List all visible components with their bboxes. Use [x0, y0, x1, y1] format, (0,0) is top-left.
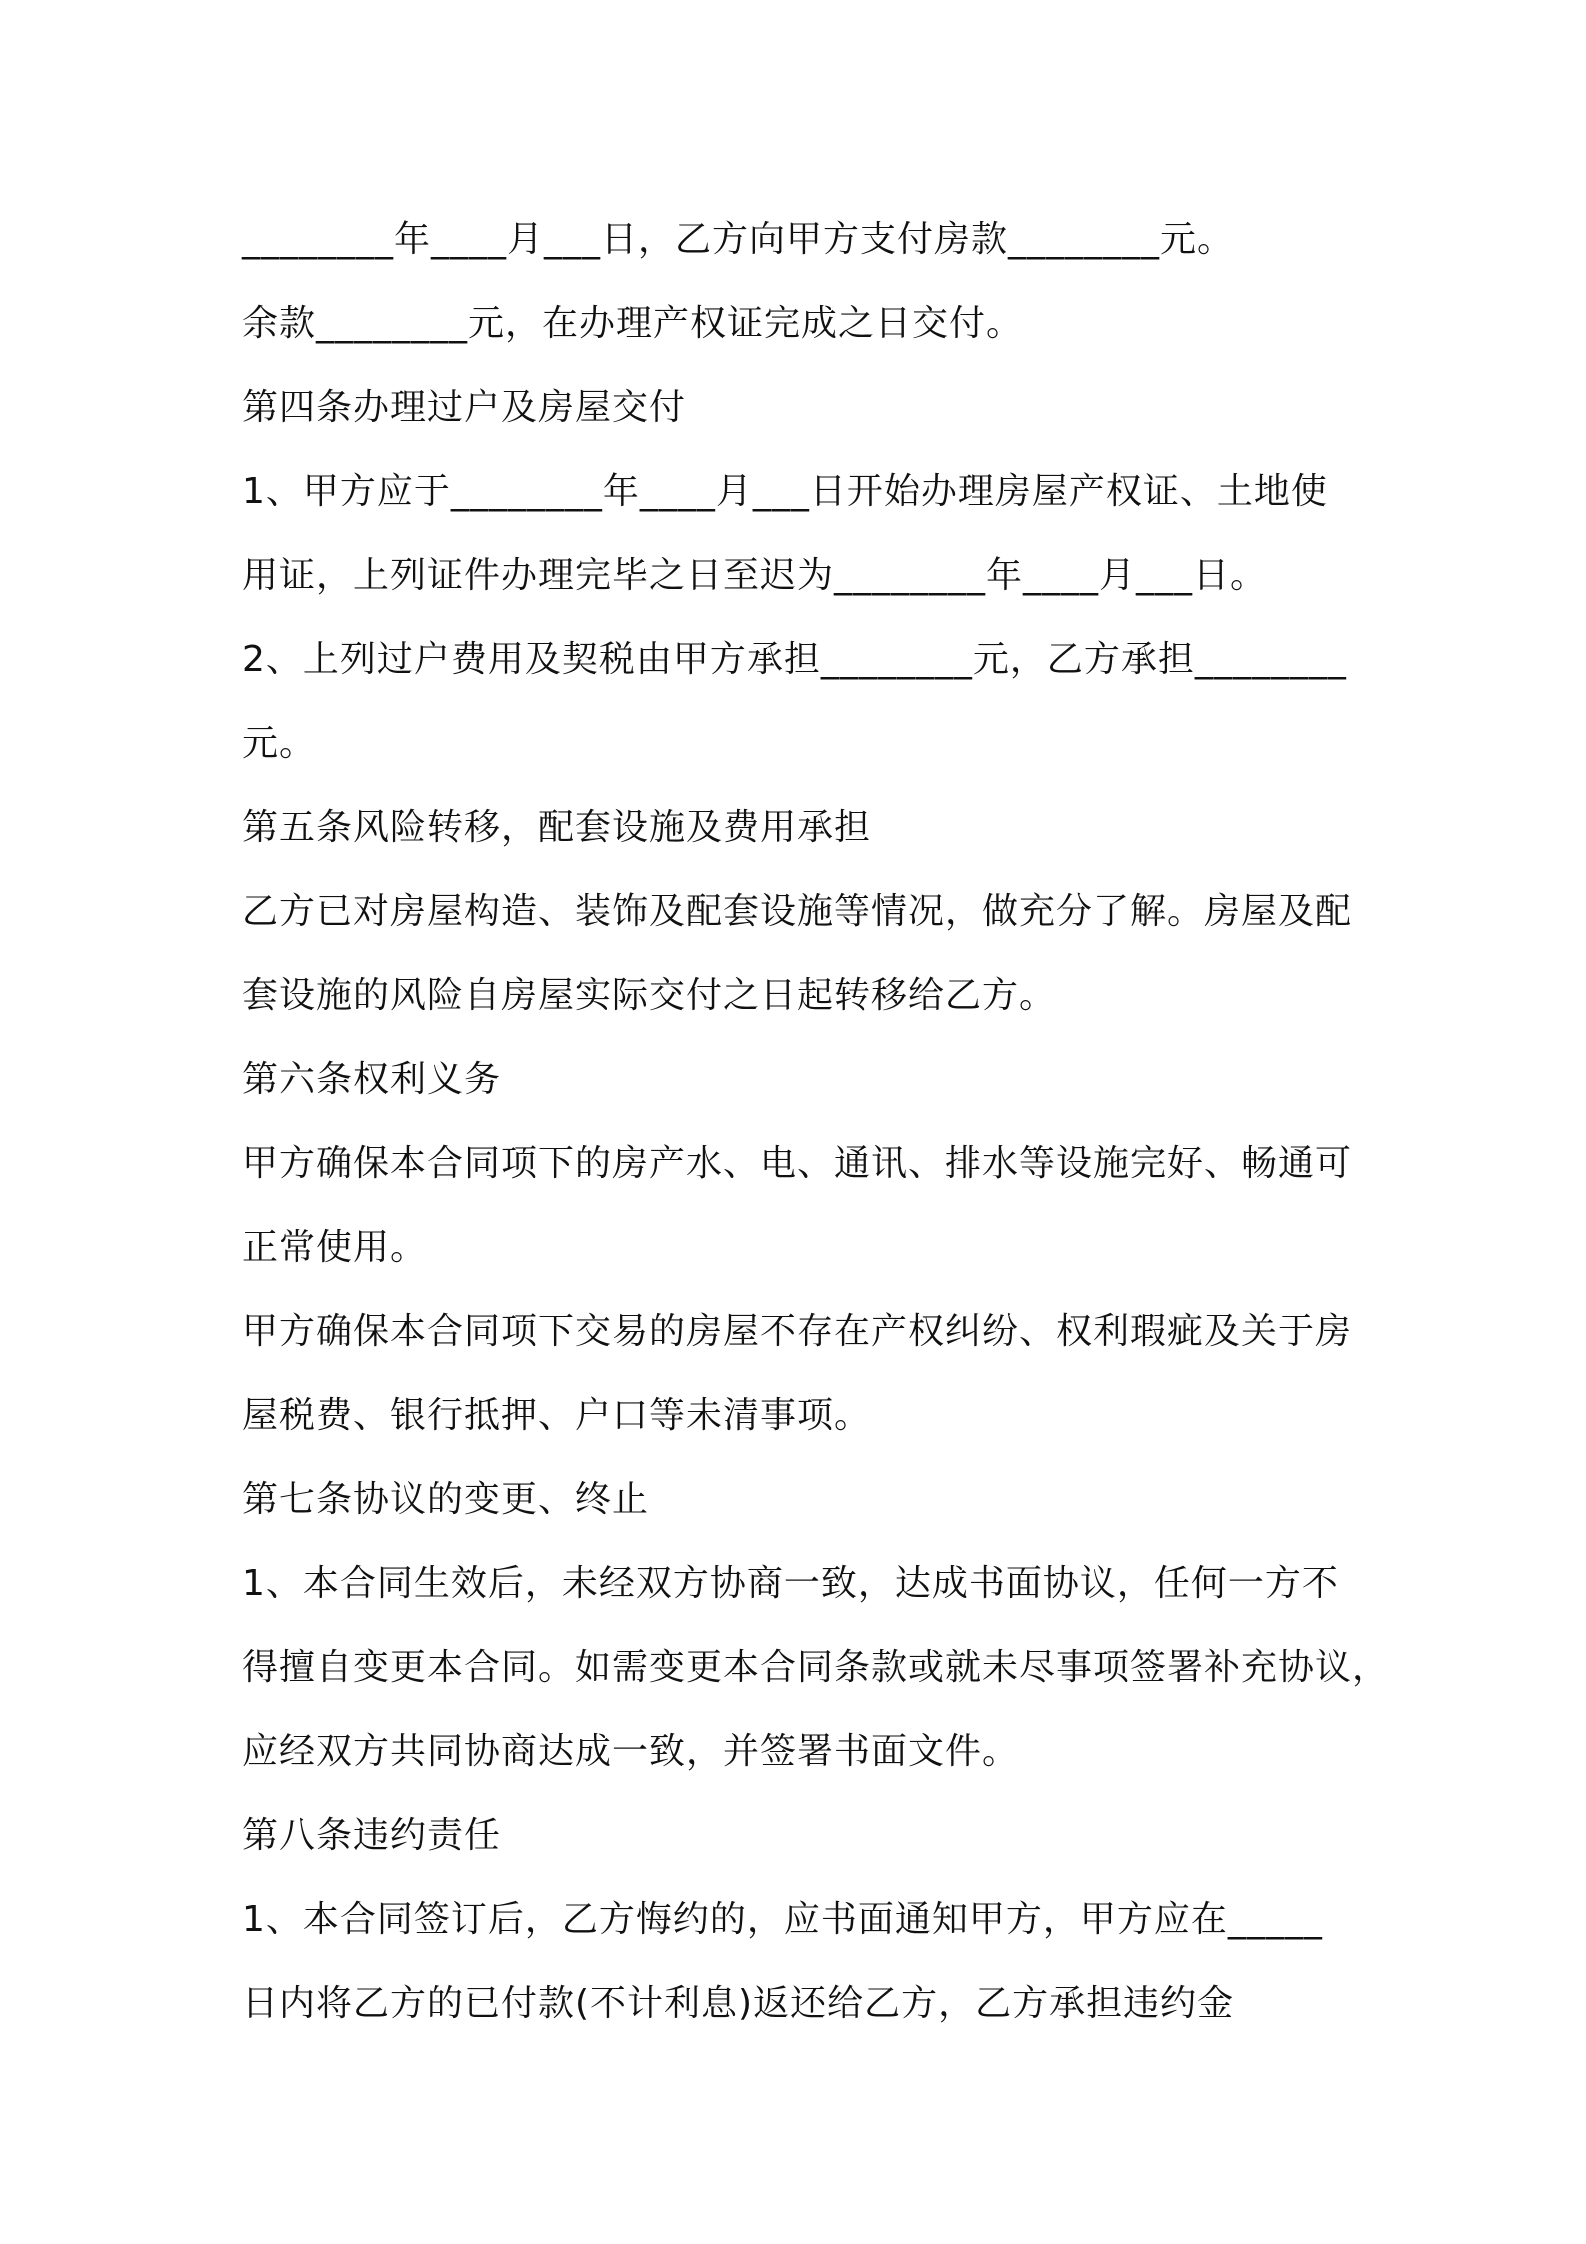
article-5-heading: 第五条风险转移，配套设施及费用承担 — [242, 807, 872, 848]
article-7-heading: 第七条协议的变更、终止 — [242, 1479, 650, 1520]
article-4-clause-1-line-2: 用证，上列证件办理完毕之日至迟为________年____月___日。 — [242, 555, 1268, 596]
article-7-clause-1-line-1: 1、本合同生效后，未经双方协商一致，达成书面协议，任何一方不 — [242, 1563, 1339, 1604]
article-8-clause-1-line-1: 1、本合同签订后，乙方悔约的，应书面通知甲方，甲方应在_____ — [242, 1899, 1323, 1940]
article-6-para-2-line-2: 屋税费、银行抵押、户口等未清事项。 — [242, 1395, 872, 1436]
article-8-heading: 第八条违约责任 — [242, 1815, 502, 1856]
article-4-heading: 第四条办理过户及房屋交付 — [242, 387, 687, 428]
article-6-para-2-line-1: 甲方确保本合同项下交易的房屋不存在产权纠纷、权利瑕疵及关于房 — [242, 1311, 1353, 1352]
article-4-clause-2-line-2: 元。 — [242, 723, 317, 764]
article-7-clause-1-line-2: 得擅自变更本合同。如需变更本合同条款或就未尽事项签署补充协议， — [242, 1647, 1390, 1688]
article-5-text-line-1: 乙方已对房屋构造、装饰及配套设施等情况，做充分了解。房屋及配 — [242, 891, 1353, 932]
article-5-text-line-2: 套设施的风险自房屋实际交付之日起转移给乙方。 — [242, 975, 1057, 1016]
article-4-clause-2-line-1: 2、上列过户费用及契税由甲方承担________元，乙方承担________ — [242, 639, 1347, 680]
article-6-para-1-line-2: 正常使用。 — [242, 1227, 428, 1268]
balance-payment-line: 余款________元，在办理产权证完成之日交付。 — [242, 303, 1024, 344]
article-4-clause-1-line-1: 1、甲方应于________年____月___日开始办理房屋产权证、土地使 — [242, 471, 1328, 512]
article-6-heading: 第六条权利义务 — [242, 1059, 502, 1100]
article-8-clause-1-line-2: 日内将乙方的已付款(不计利息)返还给乙方，乙方承担违约金 — [242, 1983, 1235, 2024]
article-6-para-1-line-1: 甲方确保本合同项下的房产水、电、通讯、排水等设施完好、畅通可 — [242, 1143, 1353, 1184]
payment-date-line: ________年____月___日，乙方向甲方支付房款________元。 — [242, 219, 1235, 260]
article-7-clause-1-line-3: 应经双方共同协商达成一致，并签署书面文件。 — [242, 1731, 1020, 1772]
contract-body — [242, 198, 1390, 2046]
